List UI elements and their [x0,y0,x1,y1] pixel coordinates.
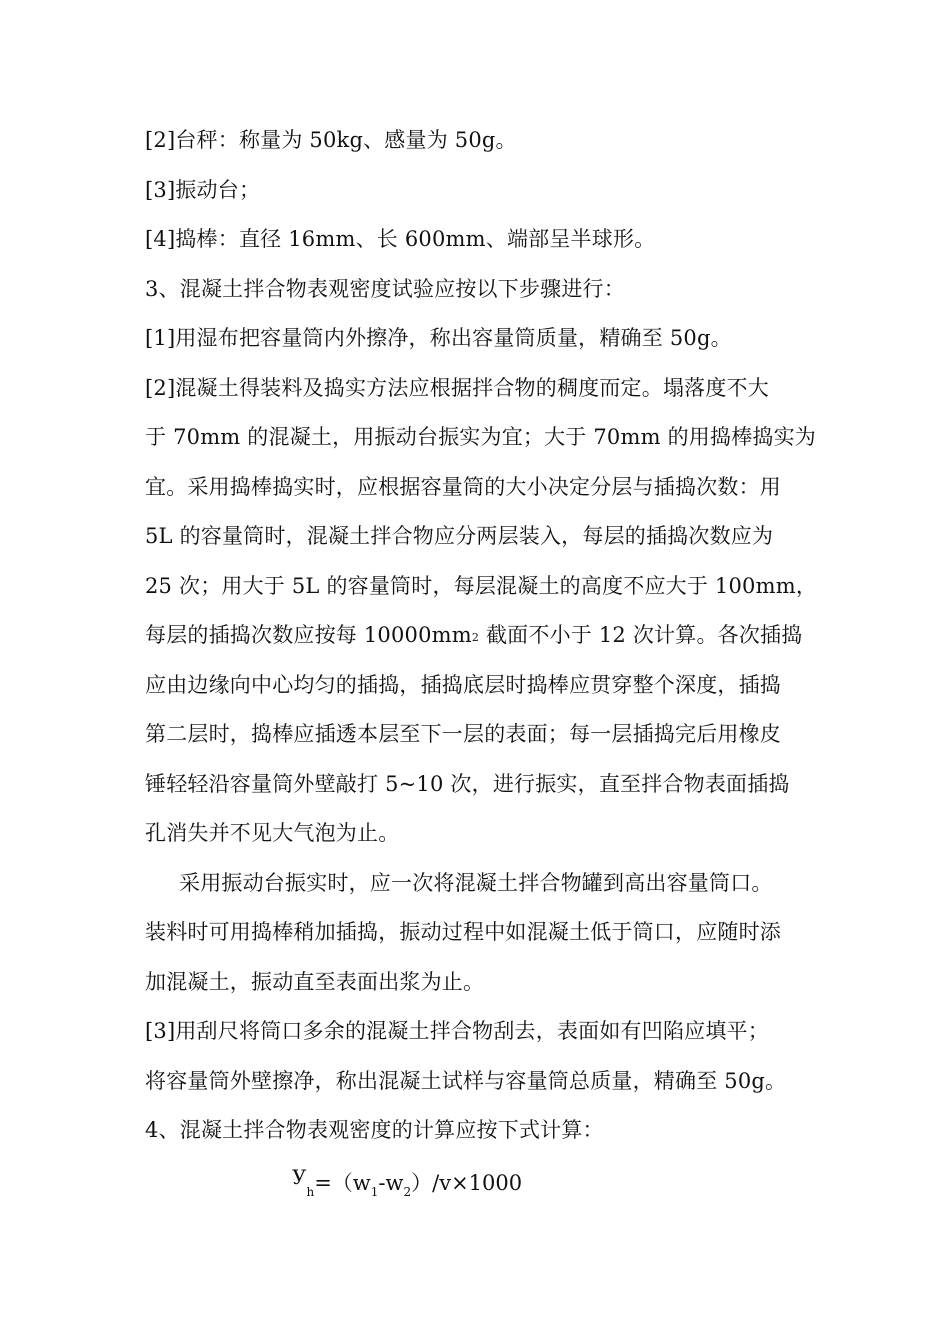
text-line: 于 70mm 的混凝土，用振动台振实为宜；大于 70mm 的用捣棒捣实为 [145,425,816,449]
text-segment: 截面不小于 12 次计算。各次插捣 [479,623,803,647]
text-line: 第二层时，捣棒应插透本层至下一层的表面；每一层插捣完后用橡皮 [145,722,781,746]
section-heading: 4、混凝土拌合物表观密度的计算应按下式计算： [145,1118,604,1142]
formula-part: =（w [314,1171,371,1195]
text-segment: 每层的插捣次数应按每 10000mm [145,623,472,647]
gamma-symbol: У [292,1165,307,1189]
formula-part: ）/v×1000 [411,1171,523,1195]
document-body [145,116,818,1156]
text-line: [3]用刮尺将筒口多余的混凝土拌合物刮去，表面如有凹陷应填平； [145,1019,769,1043]
text-line: [2]台秤：称量为 50kg、感量为 50g。 [145,128,517,152]
text-line: [4]捣棒：直径 16mm、长 600mm、端部呈半球形。 [145,227,656,251]
text-line: 孔消失并不见大气泡为止。 [145,821,400,845]
text-line: 加混凝土，振动直至表面出浆为止。 [145,969,485,994]
subscript: 2 [403,1185,412,1199]
text-line: 5L 的容量筒时，混凝土拌合物应分两层装入，每层的插捣次数应为 [145,524,774,548]
indented-paragraph-start: 采用振动台振实时，应一次将混凝土拌合物罐到高出容量筒口。 [179,870,773,895]
subscript: h [306,1185,315,1199]
text-line: 装料时可用捣棒稍加插捣，振动过程中如混凝土低于筒口，应随时添 [145,920,781,944]
text-line: 宜。采用捣棒捣实时，应根据容量筒的大小决定分层与插捣次数：用 [145,474,781,499]
section-heading: 3、混凝土拌合物表观密度试验应按以下步骤进行： [145,276,625,301]
subscript: 1 [370,1185,379,1199]
text-line: 应由边缘向中心均匀的插捣，插捣底层时捣棒应贯穿整个深度，插捣 [145,672,781,697]
text-line: [3]振动台； [145,177,261,202]
text-line [145,611,810,661]
text-line: [2]混凝土得装料及捣实方法应根据拌合物的稠度而定。塌落度不大 [145,375,769,400]
density-formula [292,1163,522,1206]
text-line: 将容量筒外壁擦净，称出混凝土试样与容量筒总质量，精确至 50g。 [145,1068,787,1093]
text-line: [1]用湿布把容量筒内外擦净，称出容量筒质量，精确至 50g。 [145,326,732,350]
formula-part: -w [378,1171,404,1195]
text-line: 锤轻轻沿容量筒外壁敲打 5~10 次，进行振实，直至拌合物表面插捣 [145,771,790,796]
superscript: 2 [471,631,480,644]
text-line: 25 次；用大于 5L 的容量筒时，每层混凝土的高度不应大于 100mm， [145,573,818,598]
